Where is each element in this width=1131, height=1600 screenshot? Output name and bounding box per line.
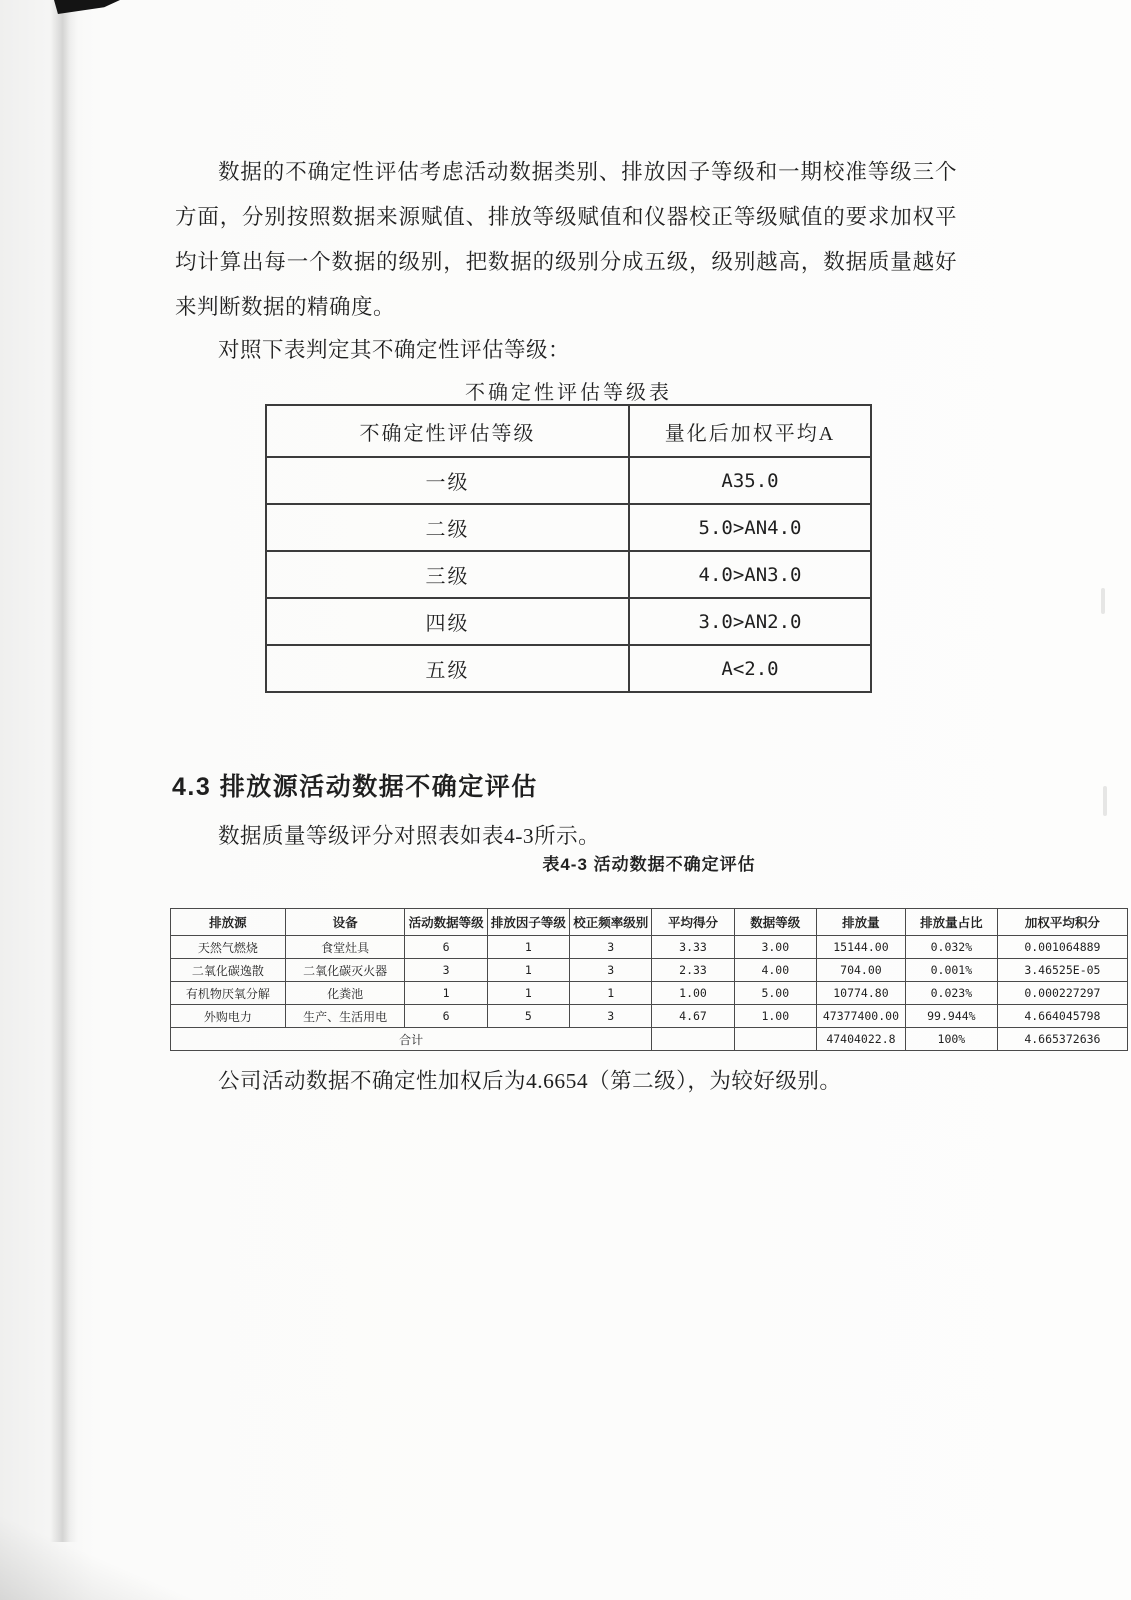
table-cell: 5.0>AN4.0 — [629, 504, 871, 551]
total-label-cell: 合计 — [171, 1028, 652, 1051]
table-cell: 0.001% — [905, 959, 997, 982]
table-cell: 1 — [570, 982, 652, 1005]
table-row — [171, 936, 1128, 959]
table-header-cell: 活动数据等级 — [405, 909, 487, 936]
table-header-cell: 排放因子等级 — [487, 909, 569, 936]
table-cell-empty — [652, 1028, 734, 1051]
table-cell: 10774.80 — [816, 982, 905, 1005]
table-cell: A35.0 — [629, 457, 871, 504]
table-cell: 有机物厌氧分解 — [171, 982, 286, 1005]
page-bottom-shadow — [0, 1505, 220, 1600]
table-cell: 99.944% — [905, 1005, 997, 1028]
table-cell: 5 — [487, 1005, 569, 1028]
uncertainty-table-title: 不确定性评估等级表 — [465, 382, 672, 404]
table-cell: 0.001064889 — [997, 936, 1127, 959]
table-header-cell: 排放量占比 — [905, 909, 997, 936]
table-header-cell: 量化后加权平均A — [629, 405, 871, 457]
table-cell: 3.33 — [652, 936, 734, 959]
table-cell: 天然气燃烧 — [171, 936, 286, 959]
table-row — [266, 551, 871, 598]
table-cell: 1.00 — [652, 982, 734, 1005]
table-cell: 二氧化碳灭火器 — [285, 959, 405, 982]
table-row — [266, 645, 871, 692]
section-heading: 4.3 排放源活动数据不确定评估 — [172, 772, 538, 801]
lead-in-paragraph: 对照下表判定其不确定性评估等级： — [218, 337, 571, 362]
activity-table-caption: 表4-3 活动数据不确定评估 — [542, 855, 756, 874]
intro-paragraph: 数据的不确定性评估考虑活动数据类别、排放因子等级和一期校准等级三个方面，分别按照数据来源赋值、排放等级赋值和仪器校正等级赋值的要求加权平均计算出每一个数据的级别，把数据的级别分成五级，级别越高，数据质量越好来判断数据的精确度。 — [175, 159, 957, 319]
table-total-row — [171, 1028, 1128, 1051]
table-cell: 2.33 — [652, 959, 734, 982]
table-row — [266, 504, 871, 551]
total-emission-cell: 47404022.8 — [816, 1028, 905, 1051]
table-cell: 4.664045798 — [997, 1005, 1127, 1028]
table-cell: 生产、生活用电 — [285, 1005, 405, 1028]
table-cell: 1.00 — [734, 1005, 816, 1028]
table-cell: 3.0>AN2.0 — [629, 598, 871, 645]
page-spine-shadow — [50, 0, 78, 1542]
table-cell: 食堂灶具 — [285, 936, 405, 959]
table-cell: 4.00 — [734, 959, 816, 982]
scan-corner-mark — [54, 0, 120, 14]
table-cell: 0.000227297 — [997, 982, 1127, 1005]
table-cell: 3.00 — [734, 936, 816, 959]
table-cell: 3 — [570, 936, 652, 959]
table-cell: 4.0>AN3.0 — [629, 551, 871, 598]
table-cell: 3 — [405, 959, 487, 982]
table-cell: 704.00 — [816, 959, 905, 982]
table-header-cell: 排放量 — [816, 909, 905, 936]
table-cell: 化粪池 — [285, 982, 405, 1005]
conclusion-paragraph: 公司活动数据不确定性加权后为4.6654（第二级），为较好级别。 — [218, 1068, 842, 1093]
table-cell: 6 — [405, 1005, 487, 1028]
table-cell: 外购电力 — [171, 1005, 286, 1028]
table-cell: 一级 — [266, 457, 629, 504]
scan-edge-artifact — [1103, 786, 1107, 816]
table-cell: A<2.0 — [629, 645, 871, 692]
table-cell: 1 — [487, 936, 569, 959]
table-cell: 15144.00 — [816, 936, 905, 959]
table-cell: 1 — [487, 959, 569, 982]
table-cell: 二氧化碳逸散 — [171, 959, 286, 982]
uncertainty-level-table — [265, 404, 872, 693]
table-header-cell: 数据等级 — [734, 909, 816, 936]
table-cell: 3.46525E-05 — [997, 959, 1127, 982]
table-row — [171, 1005, 1128, 1028]
table-cell-empty — [734, 1028, 816, 1051]
table-header-cell: 平均得分 — [652, 909, 734, 936]
total-weighted-cell: 4.665372636 — [997, 1028, 1127, 1051]
table-header-row — [266, 405, 871, 457]
table-intro-paragraph: 数据质量等级评分对照表如表4-3所示。 — [218, 823, 601, 848]
table-header-cell: 加权平均积分 — [997, 909, 1127, 936]
table-cell: 四级 — [266, 598, 629, 645]
table-cell: 6 — [405, 936, 487, 959]
table-header-cell: 不确定性评估等级 — [266, 405, 629, 457]
table-row — [171, 959, 1128, 982]
table-cell: 五级 — [266, 645, 629, 692]
table-header-row — [171, 909, 1128, 936]
table-header-cell: 排放源 — [171, 909, 286, 936]
table-cell: 二级 — [266, 504, 629, 551]
table-header-cell: 设备 — [285, 909, 405, 936]
scan-edge-artifact — [1101, 588, 1105, 614]
table-cell: 5.00 — [734, 982, 816, 1005]
activity-data-table — [170, 908, 1128, 1051]
table-cell: 0.023% — [905, 982, 997, 1005]
table-cell: 3 — [570, 1005, 652, 1028]
table-cell: 3 — [570, 959, 652, 982]
table-cell: 0.032% — [905, 936, 997, 959]
total-share-cell: 100% — [905, 1028, 997, 1051]
table-cell: 三级 — [266, 551, 629, 598]
table-cell: 1 — [487, 982, 569, 1005]
table-row — [171, 982, 1128, 1005]
table-cell: 4.67 — [652, 1005, 734, 1028]
table-cell: 47377400.00 — [816, 1005, 905, 1028]
table-row — [266, 457, 871, 504]
table-row — [266, 598, 871, 645]
table-cell: 1 — [405, 982, 487, 1005]
table-header-cell: 校正频率级别 — [570, 909, 652, 936]
